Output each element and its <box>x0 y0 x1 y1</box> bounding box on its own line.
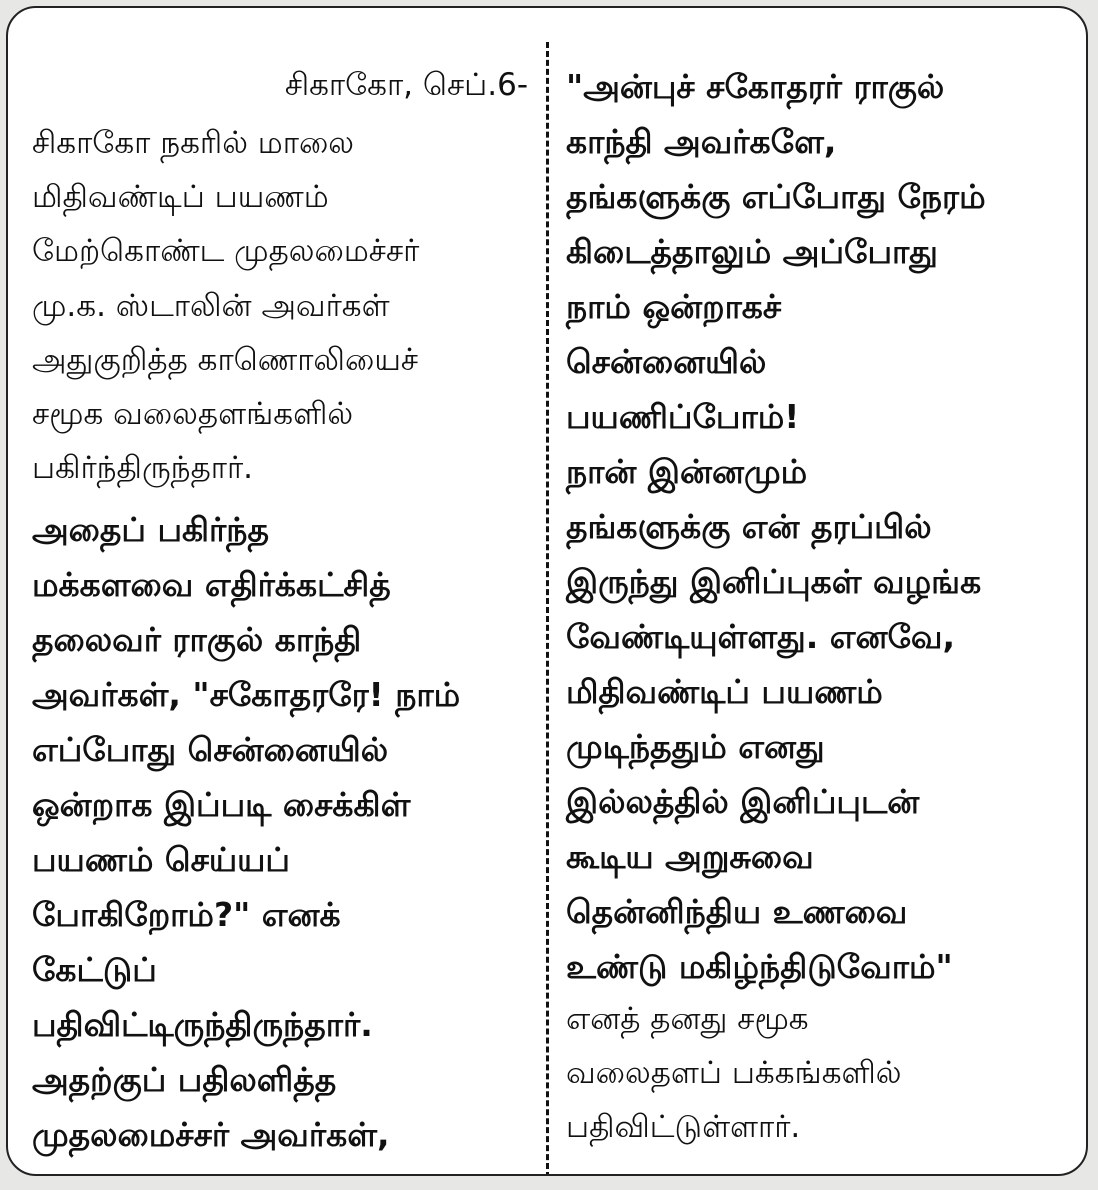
quote-line: இல்லத்தில் இனிப்புடன் <box>566 782 920 821</box>
quote-line: வேண்டியுள்ளது. எனவே, <box>566 617 956 656</box>
paragraph-line: பதிவிட்டுள்ளார். <box>566 1109 801 1145</box>
news-clipping <box>6 6 1088 1176</box>
paragraph-line: சமூக வலைதளங்களில் <box>32 396 354 432</box>
paragraph-line-bold: போகிறோம்?" எனக் <box>32 895 341 934</box>
quote-line: முடிந்ததும் எனது <box>566 727 825 766</box>
quote-line: "அன்புச் சகோதரர் ராகுல் <box>566 67 945 106</box>
paragraph-line: பகிர்ந்திருந்தார். <box>32 450 254 486</box>
quote-line: கிடைத்தாலும் அப்போது <box>566 232 938 271</box>
column-divider <box>546 42 549 1176</box>
paragraph-line-bold: கேட்டுப் <box>32 950 157 989</box>
paragraph-line: சிகாகோ நகரில் மாலை <box>32 125 355 161</box>
paragraph-line: வலைதளப் பக்கங்களில் <box>566 1055 902 1091</box>
paragraph-line-bold: முதலமைச்சர் அவர்கள், <box>32 1115 390 1154</box>
paragraph-line-bold: பயணம் செய்யப் <box>32 840 290 879</box>
quote-line: இருந்து இனிப்புகள் வழங்க <box>566 562 982 601</box>
quote-line: உண்டு மகிழ்ந்திடுவோம்" <box>566 947 953 986</box>
quote-line: தங்களுக்கு என் தரப்பில் <box>566 507 932 546</box>
quote-line: தென்னிந்திய உணவை <box>566 892 908 931</box>
paragraph-line: அதுகுறித்த காணொலியைச் <box>32 342 419 378</box>
paragraph-line-bold: மக்களவை எதிர்க்கட்சித் <box>32 565 391 604</box>
dateline: சிகாகோ, செப்.6- <box>284 67 528 103</box>
quote-line: கூடிய அறுசுவை <box>566 837 814 876</box>
paragraph-line: மு.க. ஸ்டாலின் அவர்கள் <box>32 288 390 324</box>
paragraph-line-bold: பதிவிட்டிருந்திருந்தார். <box>32 1005 373 1044</box>
quote-line: நான் இன்னமும் <box>566 452 808 491</box>
paragraph-line-bold: அதைப் பகிர்ந்த <box>32 510 269 549</box>
quote-line: மிதிவண்டிப் பயணம் <box>566 672 883 711</box>
paragraph-line: எனத் தனது சமூக <box>566 1001 809 1037</box>
paragraph-line-bold: தலைவர் ராகுல் காந்தி <box>32 620 362 659</box>
paragraph-line-bold: அவர்கள், "சகோதரரே! நாம் <box>32 675 461 714</box>
quote-line: தங்களுக்கு எப்போது நேரம் <box>566 177 986 216</box>
quote-line: நாம் ஒன்றாகச் <box>566 287 782 326</box>
paragraph-line-bold: அதற்குப் பதிலளித்த <box>32 1060 337 1099</box>
quote-line: காந்தி அவர்களே, <box>566 122 837 161</box>
paragraph-line-bold: ஒன்றாக இப்படி சைக்கிள் <box>32 785 411 824</box>
paragraph-line: மிதிவண்டிப் பயணம் <box>32 179 329 215</box>
paragraph-line: மேற்கொண்ட முதலமைச்சர் <box>32 233 420 269</box>
quote-line: பயணிப்போம்! <box>566 397 800 436</box>
quote-line: சென்னையில் <box>566 342 767 381</box>
paragraph-line-bold: எப்போது சென்னையில் <box>32 730 389 769</box>
